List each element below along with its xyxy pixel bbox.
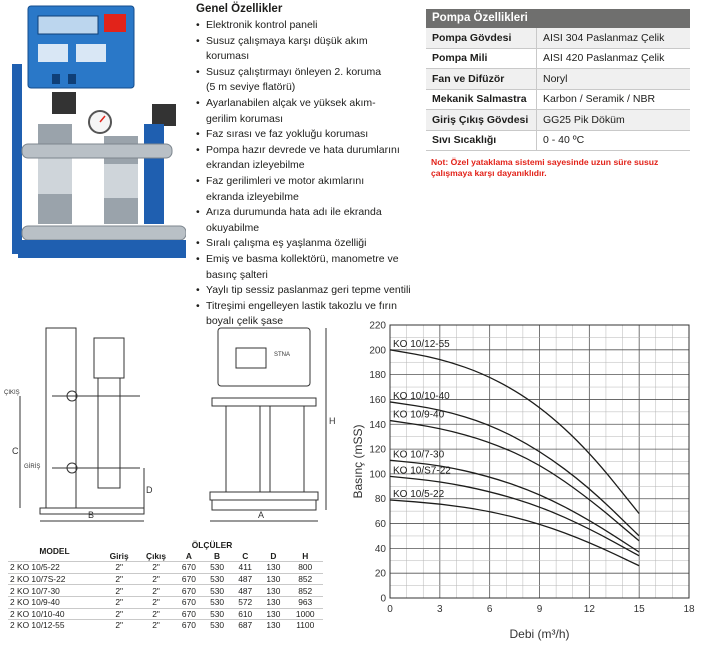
dims-model-cell: 2 KO 10/9-40: [8, 596, 101, 608]
features-title: Genel Özellikler: [196, 3, 283, 15]
property-row: [426, 130, 690, 151]
dims-model-cell: 2 KO 10/10-40: [8, 608, 101, 620]
feature-item: • Faz sırası ve faz yokluğu koruması: [196, 127, 422, 143]
feature-item: ekranda izleyebilme: [206, 190, 299, 203]
front-panel-outline: [218, 328, 310, 386]
property-name: Fan ve Difüzör: [426, 69, 537, 90]
property-name: Pompa Gövdesi: [426, 28, 537, 48]
dims-model-cell: 2 KO 10/12-55: [8, 620, 101, 631]
product-photo: [8, 4, 186, 266]
x-tick-label: 12: [583, 604, 595, 615]
y-tick-label: 220: [369, 320, 386, 332]
dims-value-cell: 487: [231, 585, 259, 597]
dims-value-cell: 2": [137, 585, 175, 597]
dims-column-header: B: [214, 550, 221, 561]
dims-value-cell: 530: [203, 573, 231, 585]
dims-column-header: H: [302, 550, 309, 561]
y-tick-label: 160: [369, 394, 386, 406]
dims-column-header: Çıkış: [146, 550, 167, 561]
dims-value-cell: 670: [175, 620, 203, 631]
inlet-label: GİRİŞ: [24, 464, 41, 470]
y-tick-label: 200: [369, 345, 386, 357]
dim-h-label: H: [329, 416, 336, 426]
dims-value-cell: 2": [137, 573, 175, 585]
dims-model-cell: 2 KO 10/5-22: [8, 562, 101, 574]
feature-item: ekrandan izleyebilme: [206, 159, 305, 172]
dims-value-cell: 130: [259, 585, 287, 597]
feature-item: • Emiş ve basma kollektörü, manometre ve basınç şalteri: [196, 252, 422, 283]
dims-value-cell: 130: [259, 620, 287, 631]
dims-value-cell: 530: [203, 562, 231, 574]
dims-value-cell: 963: [287, 596, 323, 608]
x-tick-label: 0: [387, 604, 393, 615]
property-row: [426, 110, 690, 131]
pump-properties: [426, 9, 690, 151]
dims-model-header: MODEL: [39, 545, 70, 556]
property-value: Noryl: [537, 69, 691, 90]
feature-item: (5 m seviye flatörü): [206, 81, 296, 94]
property-row: [426, 69, 690, 90]
property-value: Karbon / Seramik / NBR: [537, 89, 691, 110]
dims-value-cell: 130: [259, 562, 287, 574]
dims-value-cell: 130: [259, 573, 287, 585]
x-tick-label: 9: [536, 604, 543, 615]
property-name: Giriş Çıkış Gövdesi: [426, 110, 537, 131]
dims-value-cell: 2": [137, 620, 175, 631]
dims-row: [8, 596, 323, 608]
dims-model-cell: 2 KO 10/7-30: [8, 585, 101, 597]
dims-value-cell: 130: [259, 596, 287, 608]
property-name: Sıvı Sıcaklığı: [426, 130, 537, 151]
dims-value-cell: 2": [101, 585, 137, 597]
property-row: [426, 48, 690, 69]
dims-value-cell: 530: [203, 585, 231, 597]
dims-row: [8, 573, 323, 585]
x-tick-label: 6: [486, 604, 493, 615]
dims-value-cell: 411: [231, 562, 259, 574]
y-tick-label: 140: [369, 419, 386, 431]
dims-value-cell: 2": [101, 608, 137, 620]
property-value: GG25 Pik Döküm: [537, 110, 691, 131]
series-label: KO 10/9-40: [393, 409, 445, 421]
dims-row: [8, 562, 323, 574]
feature-item: • Susuz çalışmaya karşı düşük akım: [196, 34, 422, 50]
series-label: KO 10/10-40: [393, 390, 450, 402]
feature-item: • Susuz çalıştırmayı önleyen 2. koruma: [196, 65, 422, 81]
dims-value-cell: 530: [203, 608, 231, 620]
dims-value-cell: 1100: [287, 620, 323, 631]
dims-value-cell: 670: [175, 596, 203, 608]
y-tick-label: 80: [374, 494, 386, 506]
side-pump-outline: [98, 378, 120, 488]
feature-item: koruması: [206, 50, 250, 63]
pump-properties-table: [426, 28, 690, 151]
pump-properties-title: Pompa Özellikleri: [426, 9, 690, 28]
series-label: KO 10/12-55: [393, 338, 450, 350]
feature-item: • Arıza durumunda hata adı ile ekranda okuyabilme: [196, 205, 422, 236]
y-axis-label: Basınç (mSS): [351, 424, 365, 499]
feature-item: gerilim koruması: [206, 112, 284, 125]
dims-row: [8, 620, 323, 631]
series-label: KO 10/7-30: [393, 449, 445, 461]
dims-group-header: ÖLÇÜLER: [191, 540, 233, 551]
dims-value-cell: 800: [287, 562, 323, 574]
y-tick-label: 40: [374, 543, 386, 555]
dims-value-cell: 852: [287, 573, 323, 585]
dims-value-cell: 130: [259, 608, 287, 620]
dims-value-cell: 2": [101, 596, 137, 608]
y-tick-label: 0: [380, 593, 386, 605]
features-list: [196, 18, 422, 330]
dims-column-header: D: [270, 550, 277, 561]
performance-chart: [340, 316, 701, 653]
dims-value-cell: 1000: [287, 608, 323, 620]
dims-model-cell: 2 KO 10/7S-22: [8, 573, 101, 585]
dims-value-cell: 670: [175, 585, 203, 597]
dims-column-header: A: [185, 550, 192, 561]
dims-row: [8, 608, 323, 620]
feature-item: • Faz gerilimleri ve motor akımlarını: [196, 174, 422, 190]
side-panel-outline: [46, 328, 76, 508]
dims-value-cell: 687: [231, 620, 259, 631]
property-row: [426, 89, 690, 110]
dims-value-cell: 670: [175, 573, 203, 585]
feature-item: • Yaylı tip sessiz paslanmaz geri tepme ventili: [196, 283, 422, 299]
feature-item: • Elektronik kontrol paneli: [196, 18, 422, 34]
dims-value-cell: 572: [231, 596, 259, 608]
property-name: Pompa Mili: [426, 48, 537, 69]
dims-value-cell: 852: [287, 585, 323, 597]
side-motor-outline: [94, 338, 124, 378]
property-row: [426, 28, 690, 48]
dims-value-cell: 2": [101, 620, 137, 631]
dims-value-cell: 2": [137, 562, 175, 574]
dim-d-label: D: [146, 485, 153, 495]
dims-value-cell: 2": [101, 562, 137, 574]
dims-value-cell: 670: [175, 562, 203, 574]
y-tick-label: 120: [369, 444, 386, 456]
x-tick-label: 3: [437, 604, 443, 615]
dims-value-cell: 2": [137, 596, 175, 608]
series-label: KO 10/S7-22: [393, 465, 451, 477]
dims-value-cell: 610: [231, 608, 259, 620]
y-tick-label: 60: [374, 519, 386, 531]
y-tick-label: 100: [369, 469, 386, 481]
dimensions-table: [8, 540, 323, 631]
x-axis-label: Debi (m³/h): [509, 627, 570, 641]
y-tick-label: 180: [369, 370, 386, 382]
features-section: [196, 3, 422, 330]
property-value: AISI 304 Paslanmaz Çelik: [537, 28, 691, 48]
series-label: KO 10/5-22: [393, 488, 445, 500]
property-name: Mekanik Salmastra: [426, 89, 537, 110]
dims-value-cell: 530: [203, 596, 231, 608]
feature-item: • Titreşimi engelleyen lastik takozlu ve fırın boyalı çelik şase: [196, 299, 422, 330]
property-value: 0 - 40 ºC: [537, 130, 691, 151]
dims-row: [8, 585, 323, 597]
dim-b-label: B: [88, 510, 95, 520]
technical-drawing: [0, 318, 350, 538]
feature-item: • Ayarlanabilen alçak ve yüksek akım-: [196, 96, 422, 112]
y-tick-label: 20: [374, 568, 386, 580]
dim-c-label: C: [12, 446, 19, 456]
brand-label: STNA: [274, 352, 291, 358]
x-tick-label: 15: [633, 604, 645, 615]
dims-value-cell: 2": [137, 608, 175, 620]
dim-a-label: A: [258, 510, 265, 520]
dims-value-cell: 670: [175, 608, 203, 620]
x-tick-label: 18: [683, 604, 695, 615]
dims-value-cell: 2": [101, 573, 137, 585]
outlet-label: ÇIKIŞ: [4, 390, 20, 396]
dims-column-header: C: [242, 550, 249, 561]
feature-item: • Pompa hazır devrede ve hata durumlarını: [196, 143, 422, 159]
property-value: AISI 420 Paslanmaz Çelik: [537, 48, 691, 69]
dims-value-cell: 487: [231, 573, 259, 585]
properties-note: Not: Özel yataklama sistemi sayesinde uzun süre susuz çalışmaya karşı dayanıklıdır.: [431, 157, 659, 178]
feature-item: • Sıralı çalışma eş yaşlanma özelliği: [196, 236, 422, 252]
dims-value-cell: 530: [203, 620, 231, 631]
dims-column-header: Giriş: [109, 550, 129, 561]
